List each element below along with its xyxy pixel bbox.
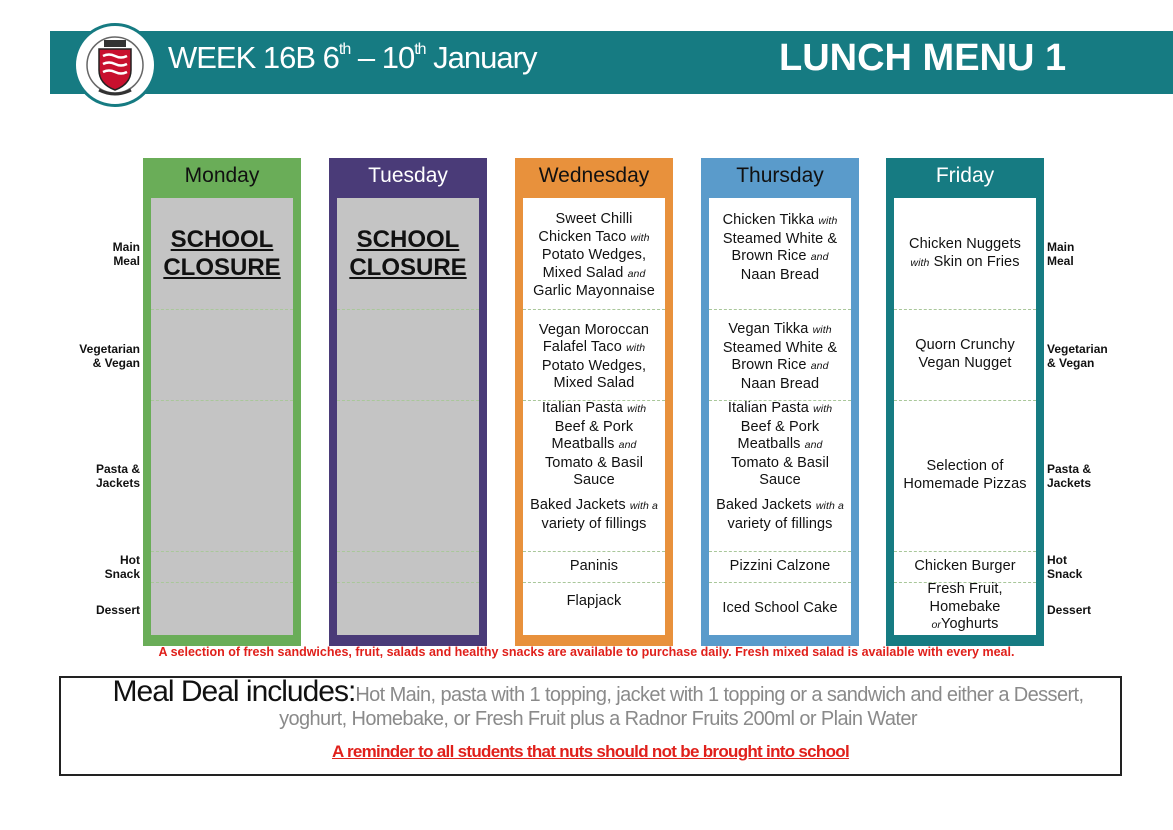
- day-column-friday: [886, 158, 1044, 646]
- day-column-thursday: [701, 158, 859, 646]
- day-column-wednesday: [515, 158, 673, 646]
- row-label-main-meal: Main Meal: [112, 240, 140, 268]
- meal-deal-text: Meal Deal includes:Hot Main, pasta with 1 topping, jacket with 1 topping or a sandwich and either a Dessert, yoghurt, Homebake, or Fresh Fruit plus a Radnor Fruits 200ml or Plain Water: [112, 675, 1084, 730]
- row-label-pasta-jackets-right: Pasta & Jackets: [1047, 462, 1092, 490]
- wednesday-dessert: Flapjack: [566, 593, 622, 610]
- wednesday-pasta: Italian Pasta with Beef & Pork Meatballs and Tomato & Basil Sauce: [541, 400, 647, 489]
- row-label-vegetarian: Vegetarian & Vegan: [79, 342, 140, 370]
- row-label-dessert-right: Dessert: [1047, 603, 1092, 617]
- school-crest-icon: [73, 23, 157, 107]
- nuts-reminder: A reminder to all students that nuts should not be brought into school: [331, 742, 850, 761]
- week-title: WEEK 16B 6th – 10th January: [168, 40, 537, 75]
- thursday-jackets: Baked Jackets with a variety of fillings: [716, 497, 844, 532]
- day-name-tuesday: Tuesday: [368, 164, 448, 187]
- meal-deal-box: [59, 676, 1122, 776]
- tuesday-menu-body: [337, 198, 479, 635]
- thursday-vegetarian: Vegan Tikka with Steamed White & Brown Rice and Naan Bread: [722, 321, 838, 392]
- wednesday-hot-snack: Paninis: [569, 557, 619, 574]
- friday-main-meal: Chicken Nuggets with Skin on Fries: [909, 236, 1021, 270]
- wednesday-main-meal: Sweet Chilli Chicken Taco with Potato Wedges, Mixed Salad and Garlic Mayonnaise: [533, 211, 655, 300]
- menu-title: LUNCH MENU 1: [779, 37, 1067, 79]
- row-label-hot-snack: Hot Snack: [104, 553, 140, 581]
- thursday-menu-body: [709, 198, 851, 635]
- day-column-tuesday: [329, 158, 487, 646]
- day-name-thursday: Thursday: [736, 164, 824, 187]
- thursday-pasta: Italian Pasta with Beef & Pork Meatballs and Tomato & Basil Sauce: [727, 400, 833, 489]
- thursday-dessert: Iced School Cake: [722, 600, 838, 617]
- friday-vegetarian: Quorn Crunchy Vegan Nugget: [915, 337, 1015, 371]
- friday-hot-snack: Chicken Burger: [914, 557, 1016, 574]
- day-name-friday: Friday: [935, 164, 995, 187]
- wednesday-vegetarian: Vegan Moroccan Falafel Taco with Potato Wedges, Mixed Salad: [538, 321, 650, 391]
- availability-notice: A selection of fresh sandwiches, fruit, salads and healthy snacks are available to purchase daily. Fresh mixed salad is available with every meal.: [158, 645, 1015, 659]
- day-column-monday: [143, 158, 301, 646]
- row-label-hot-snack-right: Hot Snack: [1047, 553, 1083, 581]
- wednesday-menu-body: [523, 198, 665, 635]
- row-label-dessert: Dessert: [95, 603, 140, 617]
- friday-dessert: Fresh Fruit, Homebake orYoghurts: [927, 581, 1003, 633]
- meal-deal-heading: Meal Deal includes:: [112, 675, 356, 708]
- thursday-hot-snack: Pizzini Calzone: [729, 557, 831, 574]
- thursday-main-meal: Chicken Tikka with Steamed White & Brown Rice and Naan Bread: [722, 212, 838, 283]
- school-closure-monday: SCHOOL CLOSURE: [163, 226, 281, 281]
- row-label-main-meal-right: Main Meal: [1047, 240, 1075, 268]
- row-label-pasta-jackets: Pasta & Jackets: [95, 462, 140, 490]
- school-closure-tuesday: SCHOOL CLOSURE: [349, 226, 467, 281]
- day-name-wednesday: Wednesday: [538, 164, 650, 187]
- friday-menu-body: [894, 198, 1036, 635]
- monday-menu-body: [151, 198, 293, 635]
- row-label-vegetarian-right: Vegetarian & Vegan: [1047, 342, 1108, 370]
- day-name-monday: Monday: [184, 164, 260, 187]
- wednesday-jackets: Baked Jackets with a variety of fillings: [530, 497, 658, 532]
- friday-pasta: Selection of Homemade Pizzas: [903, 458, 1027, 492]
